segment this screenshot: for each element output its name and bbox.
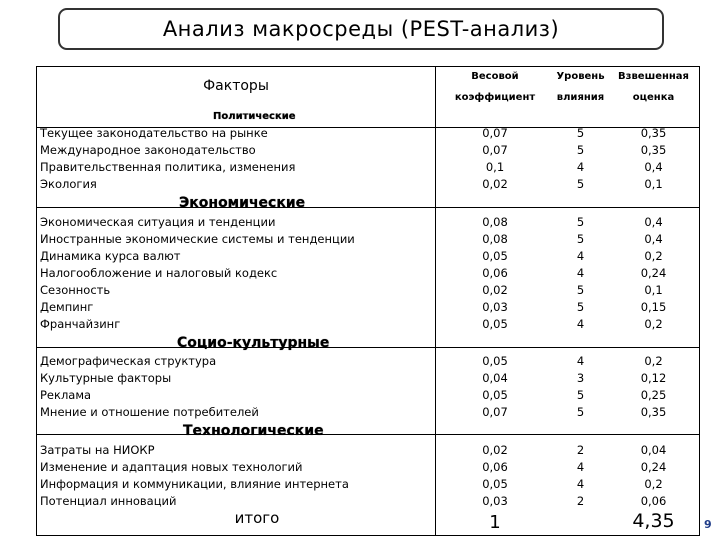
table-row	[37, 282, 701, 299]
score-header-line2: оценка	[632, 92, 675, 103]
factor-label: Иностранные экономические системы и тенденции	[40, 232, 355, 246]
level-header-line1: Уровень	[556, 71, 605, 82]
score-value: 0,4	[644, 232, 663, 246]
weight-value: 0,02	[482, 283, 508, 297]
level-value: 4	[576, 460, 585, 474]
weight-header-line2: коэффициент	[454, 92, 536, 103]
pest-table	[36, 66, 700, 536]
weight-value: 0,03	[482, 300, 508, 314]
total-label: итого	[234, 509, 280, 527]
factor-label: Правительственная политика, изменения	[40, 160, 296, 174]
score-value: 0,4	[644, 215, 663, 229]
group-title-political: Политические	[213, 111, 296, 122]
table-row	[37, 299, 701, 316]
group-divider	[37, 434, 699, 435]
level-value: 5	[576, 300, 585, 314]
total-score: 4,35	[632, 510, 675, 532]
table-row	[37, 176, 701, 193]
factor-label: Реклама	[40, 388, 92, 402]
table-row	[37, 442, 701, 459]
group-title-social: Социо-культурные	[177, 335, 330, 351]
factor-label: Динамика курса валют	[40, 249, 181, 263]
score-value: 0,2	[644, 249, 663, 263]
table-row	[37, 125, 701, 142]
score-header	[606, 71, 701, 104]
level-value: 5	[576, 177, 585, 191]
factor-label: Международное законодательство	[40, 143, 256, 157]
score-value: 0,24	[640, 460, 667, 474]
score-header-line1: Взвешенная	[618, 71, 689, 82]
weight-value: 0,04	[482, 371, 508, 385]
weight-value: 0,06	[482, 266, 508, 280]
factor-label: Мнение и отношение потребителей	[40, 405, 259, 419]
slide-title-text: Анализ макросреды (PEST-анализ)	[162, 17, 560, 41]
weight-value: 0,02	[482, 443, 508, 457]
level-value: 4	[576, 160, 585, 174]
weight-value: 0,07	[482, 126, 508, 140]
group-title-tech: Технологические	[183, 423, 324, 439]
factor-label: Затраты на НИОКР	[40, 443, 155, 457]
level-value: 3	[576, 371, 585, 385]
slide-title	[58, 8, 664, 50]
score-value: 0,35	[640, 126, 667, 140]
weight-value: 0,02	[482, 177, 508, 191]
level-value: 4	[576, 249, 585, 263]
factors-header: Факторы	[203, 78, 269, 94]
weight-value: 0,05	[482, 354, 508, 368]
table-row	[37, 214, 701, 231]
factor-label: Франчайзинг	[40, 317, 121, 331]
level-value: 4	[576, 477, 585, 491]
score-value: 0,2	[644, 477, 663, 491]
weight-header-line1: Весовой	[471, 71, 519, 82]
score-value: 0,2	[644, 354, 663, 368]
level-value: 5	[576, 126, 585, 140]
table-row	[37, 387, 701, 404]
weight-value: 0,08	[482, 215, 508, 229]
weight-value: 0,07	[482, 405, 508, 419]
factor-label: Сезонность	[40, 283, 111, 297]
level-header-line2: влияния	[556, 92, 605, 103]
weight-value: 0,08	[482, 232, 508, 246]
level-header	[555, 71, 606, 104]
weight-header	[435, 71, 555, 104]
weight-value: 0,06	[482, 460, 508, 474]
table-row	[37, 142, 701, 159]
factor-label: Информация и коммуникации, влияние интернета	[40, 477, 349, 491]
group-title-economic: Экономические	[179, 195, 306, 211]
factor-label: Экология	[40, 177, 97, 191]
total-weight: 1	[489, 512, 501, 533]
level-value: 5	[576, 388, 585, 402]
table-row	[37, 493, 701, 510]
score-value: 0,1	[644, 177, 663, 191]
factor-label: Демографическая структура	[40, 354, 217, 368]
score-value: 0,35	[640, 143, 667, 157]
score-value: 0,25	[640, 388, 667, 402]
score-value: 0,35	[640, 405, 667, 419]
factor-label: Текущее законодательство на рынке	[40, 126, 268, 140]
level-value: 5	[576, 215, 585, 229]
weight-value: 0,05	[482, 317, 508, 331]
table-row	[37, 231, 701, 248]
group-divider	[37, 207, 699, 208]
factor-label: Потенциал инноваций	[40, 494, 177, 508]
level-value: 2	[576, 494, 585, 508]
score-value: 0,12	[640, 371, 667, 385]
score-value: 0,24	[640, 266, 667, 280]
weight-value: 0,1	[485, 160, 505, 174]
factor-label: Изменение и адаптация новых технологий	[40, 460, 303, 474]
table-row	[37, 370, 701, 387]
weight-value: 0,07	[482, 143, 508, 157]
score-value: 0,1	[644, 283, 663, 297]
table-row	[37, 459, 701, 476]
level-value: 4	[576, 266, 585, 280]
level-value: 5	[576, 283, 585, 297]
weight-value: 0,05	[482, 388, 508, 402]
weight-value: 0,05	[482, 477, 508, 491]
table-row	[37, 476, 701, 493]
weight-value: 0,05	[482, 249, 508, 263]
score-value: 0,15	[640, 300, 667, 314]
level-value: 5	[576, 143, 585, 157]
factor-label: Демпинг	[40, 300, 94, 314]
table-row	[37, 265, 701, 282]
factor-label: Налогообложение и налоговый кодекс	[40, 266, 278, 280]
table-row	[37, 404, 701, 421]
level-value: 4	[576, 317, 585, 331]
table-row	[37, 353, 701, 370]
table-row	[37, 248, 701, 265]
table-row	[37, 159, 701, 176]
factor-label: Культурные факторы	[40, 371, 172, 385]
group-divider	[37, 347, 699, 348]
factor-label: Экономическая ситуация и тенденции	[40, 215, 276, 229]
page-number: 9	[704, 518, 712, 531]
score-value: 0,2	[644, 317, 663, 331]
level-value: 5	[576, 405, 585, 419]
level-value: 2	[576, 443, 585, 457]
level-value: 4	[576, 354, 585, 368]
score-value: 0,06	[640, 494, 667, 508]
weight-value: 0,03	[482, 494, 508, 508]
score-value: 0,04	[640, 443, 667, 457]
level-value: 5	[576, 232, 585, 246]
score-value: 0,4	[644, 160, 663, 174]
table-row	[37, 316, 701, 333]
